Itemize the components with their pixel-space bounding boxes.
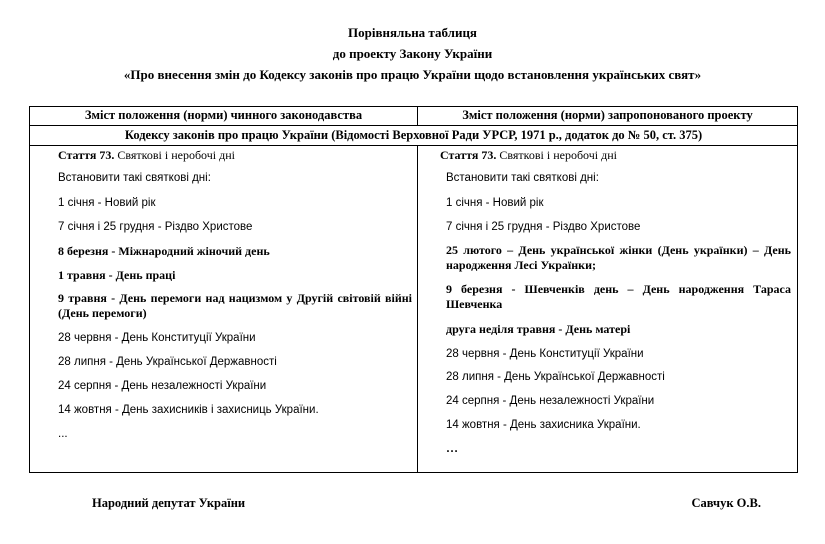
left-column-header: Зміст положення (норми) чинного законодавства <box>30 107 418 126</box>
right-column-header: Зміст положення (норми) запропонованого проекту <box>418 107 798 126</box>
list-item: 8 березня - Міжнародний жіночий день <box>58 244 270 258</box>
comparison-table <box>29 106 798 473</box>
left-article-heading <box>58 148 235 163</box>
doc-title: Порівняльна таблиця <box>348 25 477 40</box>
list-item: 1 січня - Новий рік <box>446 197 544 209</box>
right-intro: Встановити такі святкові дні: <box>446 172 599 184</box>
doc-law-name: «Про внесення змін до Кодексу законів про працю України щодо встановлення українських свят» <box>123 67 702 82</box>
list-item: 28 липня - День Української Державності <box>58 356 277 368</box>
left-column-content <box>30 146 418 473</box>
list-item: 7 січня і 25 грудня - Різдво Христове <box>446 221 641 233</box>
list-item: друга неділя травня - День матері <box>446 322 631 336</box>
doc-subtitle: до проекту Закону України <box>332 46 493 61</box>
list-item: … <box>446 441 458 455</box>
list-item: 7 січня і 25 грудня - Різдво Христове <box>58 221 253 233</box>
document-title-block <box>0 22 825 85</box>
right-column-content <box>418 146 798 473</box>
left-article-title: Святкові і неробочі дні <box>114 148 235 162</box>
list-item: 9 травня - День перемоги над нацизмом у Другій світовій війні (День перемоги) <box>58 291 412 320</box>
list-item: 14 жовтня - День захисника України. <box>446 419 641 431</box>
list-item: 28 червня - День Конституції України <box>58 332 256 344</box>
table-header-row <box>30 107 798 126</box>
signature-name: Савчук О.В. <box>691 496 761 510</box>
list-item: 24 серпня - День незалежності України <box>58 380 267 392</box>
list-item: 25 лютого – День української жінки (День українки) – День народження Лесі Українки; <box>446 243 791 272</box>
list-item: 28 липня - День Української Державності <box>446 371 665 383</box>
list-item: ... <box>58 428 68 440</box>
right-article-number: Стаття 73. <box>440 148 497 162</box>
list-item: 9 березня - Шевченків день – День народження Тараса Шевченка <box>446 282 791 311</box>
table-subheader-row <box>30 126 798 146</box>
right-article-heading <box>440 148 617 163</box>
list-item: 1 січня - Новий рік <box>58 197 156 209</box>
list-item: 1 травня - День праці <box>58 268 176 282</box>
list-item: 14 жовтня - День захисників і захисниць України. <box>58 404 319 416</box>
code-reference: Кодексу законів про працю України (Відомості Верховної Ради УРСР, 1971 р., додаток до № 50, ст. 375) <box>30 126 798 146</box>
signature-position: Народний депутат України <box>92 496 246 510</box>
table-body-row <box>30 146 798 473</box>
left-intro: Встановити такі святкові дні: <box>58 172 211 184</box>
list-item: 28 червня - День Конституції України <box>446 348 644 360</box>
left-article-number: Стаття 73. <box>58 148 115 162</box>
list-item: 24 серпня - День незалежності України <box>446 395 655 407</box>
right-article-title: Святкові і неробочі дні <box>496 148 617 162</box>
